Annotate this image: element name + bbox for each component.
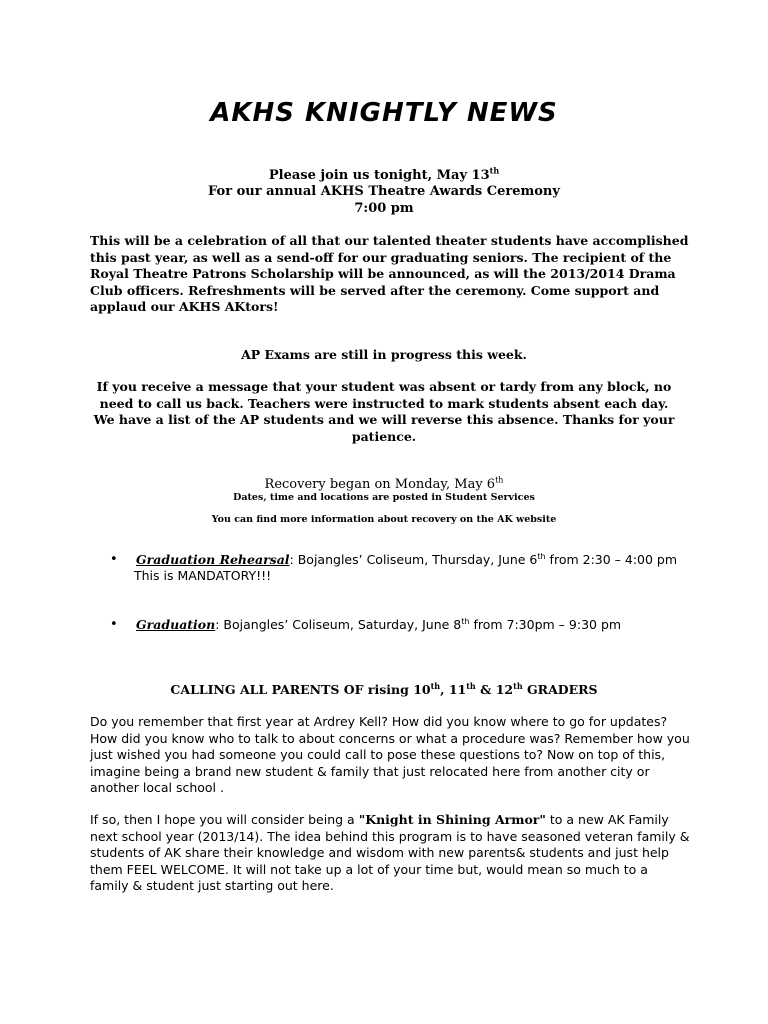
rehearsal-label: Graduation Rehearsal <box>136 552 290 567</box>
ap-exams-heading: AP Exams are still in progress this week. <box>241 347 527 362</box>
parents-paragraph-knight-program: If so, then I hope you will consider being a "Knight in Shining Armor" to a new AK Family next school year (2013/14). The idea behind this program is to have seasoned veteran family & students of AK share their knowledge and wisdom with new parents& students and just help them FEEL WELCOME. It will not take up a lot of your time but, would mean so much to a family & student just starting out here. <box>90 812 690 893</box>
awards-ceremony-line: For our annual AKHS Theatre Awards Ceremony <box>208 184 560 199</box>
rehearsal-mandatory-note: This is MANDATORY!!! <box>134 568 272 583</box>
graduation-list-item: • Graduation: Bojangles’ Coliseum, Saturday, June 8th from 7:30pm – 9:30 pm <box>110 616 622 632</box>
recovery-heading: Recovery began on Monday, May 6th <box>264 475 504 492</box>
rehearsal-list-item: • Graduation Rehearsal: Bojangles’ Coliseum, Thursday, June 6th from 2:30 – 4:00 pm This is MANDATORY!!! <box>110 551 678 583</box>
recovery-website-line: You can find more information about recovery on the AK website <box>211 514 557 525</box>
awards-invite-line: Please join us tonight, May 13th <box>268 165 500 183</box>
ap-exams-paragraph: If you receive a message that your student was absent or tardy from any block, no need to call us back. Teachers were instructed to mark students absent each day. We have a list of the AP students and we will reverse this absence. Thanks for your patience. <box>93 379 675 444</box>
program-name: "Knight in Shining Armor" <box>358 812 546 827</box>
parents-heading: CALLING ALL PARENTS OF rising 10th, 11th & 12th GRADERS <box>170 680 598 697</box>
newsletter-title: AKHS KNIGHTLY NEWS <box>210 98 558 128</box>
awards-time-line: 7:00 pm <box>354 201 414 216</box>
recovery-dates-line: Dates, time and locations are posted in Student Services <box>233 492 535 503</box>
graduation-label: Graduation <box>136 617 216 632</box>
bullet-icon: • <box>110 552 118 567</box>
bullet-icon: • <box>110 617 118 632</box>
parents-paragraph-first-year: Do you remember that first year at Ardrey Kell? How did you know where to go for updates? How did you know who to talk to about concerns or what a procedure was? Remember how you just wished you had someone you could call to pose these questions to? Now on top of this, imagine being a brand new student & family that just relocated here from another city or another local school . <box>90 714 690 795</box>
awards-paragraph: This will be a celebration of all that our talented theater students have accomplished this past year, as well as a send-off for our graduating seniors. The recipient of the Royal Theatre Patrons Scholarship will be announced, as will the 2013/2014 Drama Club officers. Refreshments will be served after the ceremony. Come support and applaud our AKHS AKtors! <box>90 233 689 314</box>
